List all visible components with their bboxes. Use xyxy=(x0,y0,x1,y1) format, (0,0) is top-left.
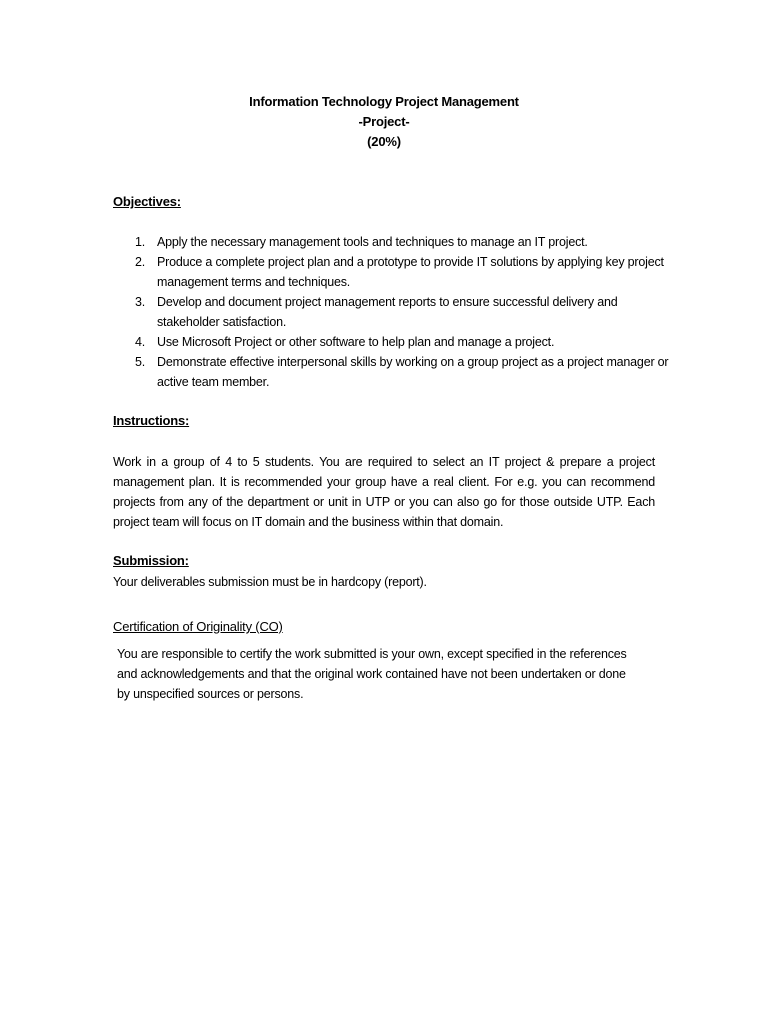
list-item-text: Apply the necessary management tools and techniques to manage an IT project. xyxy=(157,235,588,249)
title-block xyxy=(0,92,768,152)
list-item xyxy=(113,252,673,292)
objectives-list xyxy=(113,232,673,392)
instructions-heading: Instructions: xyxy=(113,413,190,428)
list-item-text: Use Microsoft Project or other software to help plan and manage a project. xyxy=(157,335,555,349)
list-item-text: Produce a complete project plan and a prototype to provide IT solutions by applying key project management terms and techniques. xyxy=(157,255,664,289)
list-item-number: 4. xyxy=(135,335,146,349)
instructions-text: Work in a group of 4 to 5 students. You are required to select an IT project & prepare a project management plan. It is recommended your group have a real client. For e.g. you can recommend projects from any of the department or unit in UTP or you can also go for those outside UTP. Each project team will focus on IT domain and the business within that domain. xyxy=(113,455,655,529)
document-subtitle: -Project- xyxy=(358,114,410,129)
list-item xyxy=(113,232,673,252)
list-item-number: 2. xyxy=(135,255,146,269)
certification-text: You are responsible to certify the work submitted is your own, except specified in the references and acknowledgements and that the original work contained have not been undertaken or done by unspecified sources or persons. xyxy=(117,647,627,701)
submission-text: Your deliverables submission must be in hardcopy (report). xyxy=(113,575,427,589)
list-item xyxy=(113,352,673,392)
list-item-number: 1. xyxy=(135,235,146,249)
submission-heading: Submission: xyxy=(113,553,189,568)
objectives-heading: Objectives: xyxy=(113,194,181,209)
certification-heading: Certification of Originality (CO) xyxy=(113,619,283,634)
list-item xyxy=(113,292,673,332)
document-title: Information Technology Project Management xyxy=(249,94,519,109)
list-item-number: 3. xyxy=(135,295,146,309)
document-weight: (20%) xyxy=(367,134,401,149)
list-item xyxy=(113,332,673,352)
list-item-number: 5. xyxy=(135,355,146,369)
list-item-text: Demonstrate effective interpersonal skills by working on a group project as a project manager or active team member. xyxy=(157,355,669,389)
list-item-text: Develop and document project management reports to ensure successful delivery and stakeholder satisfaction. xyxy=(157,295,618,329)
